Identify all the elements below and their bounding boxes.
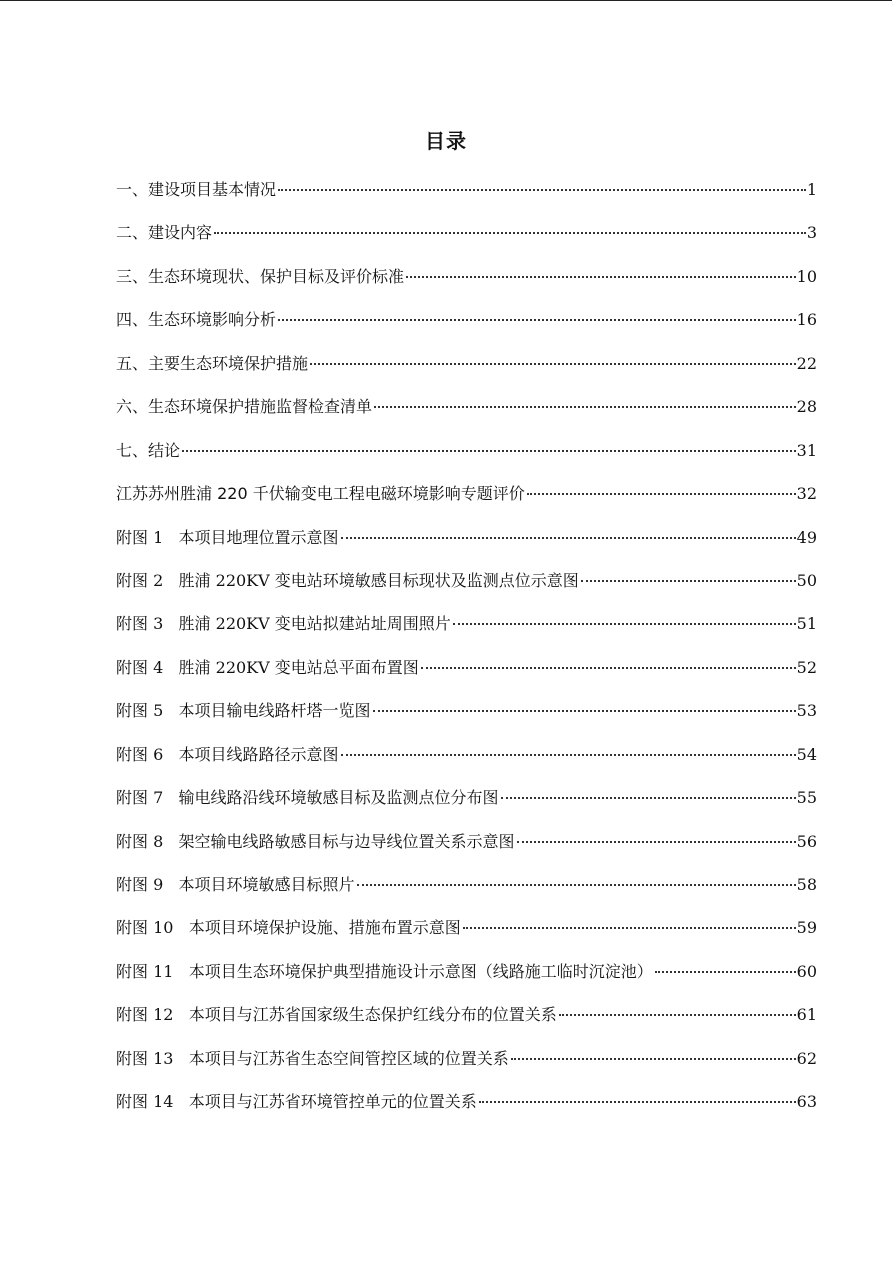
figure-title: 本项目线路路径示意图 <box>178 744 339 764</box>
toc-entry-page: 1 <box>806 180 817 199</box>
toc-entry[interactable] <box>116 215 817 258</box>
toc-figure-entry[interactable] <box>116 606 817 649</box>
toc-entry-page: 55 <box>796 788 817 808</box>
figure-title: 本项目环境保护设施、措施布置示意图 <box>188 918 461 938</box>
toc-figure-label-group <box>116 910 461 946</box>
dot-leader <box>374 406 796 408</box>
figure-number: 附图 11 <box>116 961 174 981</box>
figure-number: 附图 9 <box>116 875 164 894</box>
toc-entry-page: 61 <box>796 1005 817 1025</box>
toc-entry-page: 50 <box>796 570 817 590</box>
toc-figure-label-group <box>116 520 339 556</box>
toc-entry[interactable] <box>116 172 817 215</box>
toc-entry[interactable] <box>116 346 817 389</box>
dot-leader <box>453 623 796 625</box>
toc-entry-label: 三、生态环境现状、保护目标及评价标准 <box>116 266 405 286</box>
page-title: 目录 <box>425 129 467 153</box>
toc-figure-entry[interactable] <box>116 650 817 693</box>
dot-leader <box>278 189 806 191</box>
toc-entry-page: 63 <box>796 1092 817 1112</box>
figure-title: 本项目地理位置示意图 <box>178 527 339 547</box>
toc-figure-label-group <box>116 997 557 1033</box>
toc-entry-page: 28 <box>796 397 817 417</box>
figure-number: 附图 2 <box>116 570 164 590</box>
figure-title: 本项目与江苏省国家级生态保护红线分布的位置关系 <box>188 1005 557 1025</box>
figure-title: 输电线路沿线环境敏感目标及监测点位分布图 <box>178 788 499 808</box>
toc-entry-page: 3 <box>806 223 817 243</box>
toc-entry-page: 56 <box>796 831 817 851</box>
dot-leader <box>479 1101 796 1103</box>
toc-entry-page: 51 <box>796 614 817 634</box>
figure-number: 附图 3 <box>116 614 164 634</box>
figure-number: 附图 8 <box>116 831 164 851</box>
toc-figure-entry[interactable] <box>116 824 817 867</box>
dot-leader <box>341 537 796 539</box>
toc-figure-entry[interactable] <box>116 737 817 780</box>
dot-leader <box>517 841 796 843</box>
dot-leader <box>341 754 796 756</box>
toc-entry-label: 五、主要生态环境保护措施 <box>116 353 309 373</box>
toc-entry-page: 59 <box>796 918 817 938</box>
figure-number: 附图 13 <box>116 1048 174 1068</box>
toc-entry-label: 江苏苏州胜浦 220 千伏输变电工程电磁环境影响专题评价 <box>116 484 525 504</box>
dot-leader <box>527 493 796 495</box>
toc-entry-page: 58 <box>796 875 817 894</box>
toc-entry-page: 54 <box>796 744 817 764</box>
figure-title: 本项目生态环境保护典型措施设计示意图（线路施工临时沉淀池） <box>188 961 653 981</box>
toc-entry-label: 二、建设内容 <box>116 223 213 243</box>
toc-figure-entry[interactable] <box>116 867 817 910</box>
figure-number: 附图 1 <box>116 527 164 547</box>
toc-figure-label-group <box>116 650 419 686</box>
toc-figure-label-group <box>116 824 515 860</box>
dot-leader <box>421 667 796 669</box>
toc-entry-label: 七、结论 <box>116 440 181 460</box>
dot-leader <box>373 710 796 712</box>
figure-number: 附图 6 <box>116 744 164 764</box>
toc-figure-entry[interactable] <box>116 1084 817 1127</box>
figure-number: 附图 14 <box>116 1092 174 1112</box>
dot-leader <box>501 797 796 799</box>
figure-title: 胜浦 220KV 变电站总平面布置图 <box>178 657 419 677</box>
dot-leader <box>214 232 806 234</box>
top-border-line <box>0 0 892 1</box>
dot-leader <box>511 1058 796 1060</box>
toc-figure-label-group <box>116 1041 509 1077</box>
figure-title: 架空输电线路敏感目标与边导线位置关系示意图 <box>178 831 515 851</box>
toc-figure-label-group <box>116 737 339 773</box>
dot-leader <box>357 884 796 886</box>
dot-leader <box>581 580 796 582</box>
figure-number: 附图 5 <box>116 701 164 721</box>
toc-entry-label: 四、生态环境影响分析 <box>116 310 277 330</box>
toc-entry[interactable] <box>116 389 817 432</box>
dot-leader <box>463 927 796 929</box>
toc-entry-page: 62 <box>796 1048 817 1068</box>
dot-leader <box>310 363 796 365</box>
figure-title: 胜浦 220KV 变电站拟建站址周围照片 <box>178 614 451 634</box>
toc-figure-entry[interactable] <box>116 997 817 1040</box>
toc-entry-label: 一、建设项目基本情况 <box>116 180 277 199</box>
toc-figure-entry[interactable] <box>116 693 817 736</box>
dot-leader <box>655 971 796 973</box>
toc-figure-entry[interactable] <box>116 954 817 997</box>
dot-leader <box>182 450 796 452</box>
toc-entry-page: 22 <box>796 353 817 373</box>
toc-entry[interactable] <box>116 259 817 302</box>
dot-leader <box>278 319 796 321</box>
toc-figure-entry[interactable] <box>116 910 817 953</box>
figure-number: 附图 12 <box>116 1005 174 1025</box>
toc-entry-page: 10 <box>796 266 817 286</box>
figure-number: 附图 10 <box>116 918 174 938</box>
toc-figure-entry[interactable] <box>116 563 817 606</box>
figure-title: 本项目环境敏感目标照片 <box>178 875 355 894</box>
figure-number: 附图 7 <box>116 788 164 808</box>
toc-figure-entry[interactable] <box>116 520 817 563</box>
toc-figure-label-group <box>116 693 371 729</box>
toc-entry-page: 49 <box>796 527 817 547</box>
toc-entry-label: 六、生态环境保护措施监督检查清单 <box>116 397 373 417</box>
table-of-contents <box>116 172 817 1128</box>
toc-figure-label-group <box>116 563 579 599</box>
toc-figure-entry[interactable] <box>116 780 817 823</box>
figure-title: 本项目与江苏省生态空间管控区域的位置关系 <box>188 1048 509 1068</box>
toc-figure-label-group <box>116 867 355 903</box>
toc-entry-page: 32 <box>796 484 817 504</box>
figure-title: 本项目与江苏省环境管控单元的位置关系 <box>188 1092 477 1112</box>
toc-entry-page: 53 <box>796 701 817 721</box>
figure-number: 附图 4 <box>116 657 164 677</box>
figure-title: 本项目输电线路杆塔一览图 <box>178 701 371 721</box>
toc-entry-page: 31 <box>796 440 817 460</box>
toc-figure-label-group <box>116 1084 477 1120</box>
toc-entry-page: 16 <box>796 310 817 330</box>
toc-entry-page: 60 <box>796 961 817 981</box>
figure-title: 胜浦 220KV 变电站环境敏感目标现状及监测点位示意图 <box>178 570 579 590</box>
toc-figure-entry[interactable] <box>116 1041 817 1084</box>
toc-figure-label-group <box>116 606 451 642</box>
toc-entry[interactable] <box>116 476 817 519</box>
toc-entry[interactable] <box>116 433 817 476</box>
toc-figure-label-group <box>116 954 653 990</box>
toc-figure-label-group <box>116 780 499 816</box>
toc-entry-page: 52 <box>796 657 817 677</box>
dot-leader <box>559 1014 796 1016</box>
toc-entry[interactable] <box>116 302 817 345</box>
dot-leader <box>406 276 796 278</box>
